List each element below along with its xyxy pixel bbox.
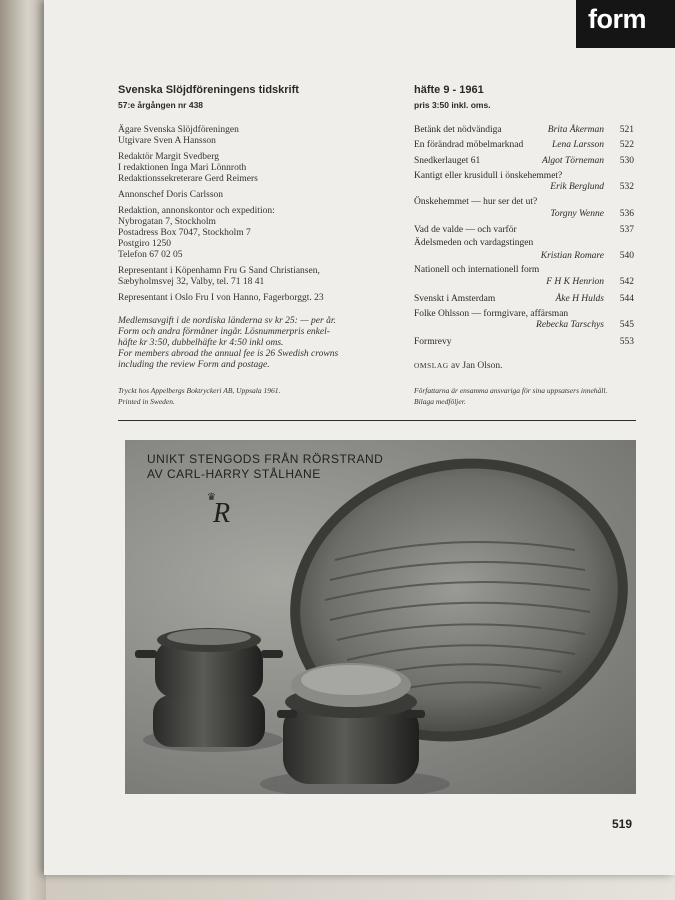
disclaimer-line: Författarna är ensamma ansvariga för sina uppsatsers innehåll. xyxy=(414,386,608,395)
cover-text: av Jan Olson. xyxy=(451,361,503,371)
ad-line-2: AV CARL-HARRY STÅLHANE xyxy=(147,467,321,481)
printer-line: Tryckt hos Appelbergs Boktryckeri AB, Uppsala 1961. xyxy=(118,386,281,395)
toc-page: 553 xyxy=(619,337,634,347)
staff-line: Redaktör Margit Svedberg xyxy=(118,152,219,162)
staff-line: Redaktionssekreterare Gerd Reimers xyxy=(118,174,258,184)
toc-author: Lena Larsson xyxy=(552,140,604,150)
crown-icon: ♛ xyxy=(207,492,216,503)
membership-line: For members abroad the annual fee is 26 Swedish crowns xyxy=(118,349,339,359)
toc-author: Brita Åkerman xyxy=(547,125,604,135)
rorstrand-mark: R xyxy=(213,498,231,529)
toc-title: Vad de valde — och varför xyxy=(414,225,517,235)
membership-line: häfte kr 3:50, dubbelhäfte kr 4:50 inkl oms. xyxy=(118,338,284,348)
toc-title: Önskehemmet — hur ser det ut? xyxy=(414,197,538,207)
toc-title: Folke Ohlsson — formgivare, affärsman xyxy=(414,309,569,319)
toc-page: 540 xyxy=(619,251,634,261)
ad-headline xyxy=(147,452,383,482)
ad-line-1: UNIKT STENGODS FRÅN RÖRSTRAND xyxy=(147,452,384,466)
toc-title: Svenskt i Amsterdam xyxy=(414,294,496,304)
form-logo: form xyxy=(576,0,675,48)
staff-line: I redaktionen Inga Mari Lönnroth xyxy=(118,163,247,173)
toc-page: 537 xyxy=(619,225,634,235)
toc-author: Torgny Wenne xyxy=(550,209,604,219)
toc-page: 542 xyxy=(619,277,634,287)
membership-line: Form och andra förmåner ingår. Lösnummerpris enkel- xyxy=(118,327,330,337)
toc-author: F H K Henrion xyxy=(546,277,604,287)
toc-title: Kantigt eller krusidull i önskehemmet? xyxy=(414,171,563,181)
staff-line: Nybrogatan 7, Stockholm xyxy=(118,217,216,227)
staff-line: Annonschef Doris Carlsson xyxy=(118,190,224,200)
membership-line: including the review Form and postage. xyxy=(118,360,270,370)
toc-title: Snedkerlauget 61 xyxy=(414,156,481,166)
left-page-edge xyxy=(0,0,46,900)
magazine-title: Svenska Slöjdföreningens tidskrift xyxy=(118,84,299,96)
staff-line: Utgivare Sven A Hansson xyxy=(118,136,216,146)
staff-line: Ägare Svenska Slöjdföreningen xyxy=(118,125,239,135)
staff-line: Representant i Köpenhamn Fru G Sand Christiansen, xyxy=(118,266,320,276)
staff-line: Postgiro 1250 xyxy=(118,239,172,249)
staff-line: Redaktion, annonskontor och expedition: xyxy=(118,206,275,216)
toc-page: 532 xyxy=(619,182,634,192)
volume-number: 57:e årgången nr 438 xyxy=(118,100,204,110)
staff-line: Telefon 67 02 05 xyxy=(118,250,183,260)
staff-line: Representant i Oslo Fru I von Hanno, Fagerborggt. 23 xyxy=(118,293,324,303)
issue-number: häfte 9 - 1961 xyxy=(414,84,484,96)
toc-title: Nationell och internationell form xyxy=(414,265,540,275)
toc-author: Åke H Hulds xyxy=(555,294,604,304)
issue-price: pris 3:50 inkl. oms. xyxy=(414,100,491,110)
staff-line: Postadress Box 7047, Stockholm 7 xyxy=(118,228,251,238)
staff-line: Sæbyholmsvej 32, Valby, tel. 71 18 41 xyxy=(118,277,265,287)
printer-line: Printed in Sweden. xyxy=(118,397,175,406)
toc-author: Algot Törneman xyxy=(541,156,604,166)
toc-title: Formrevy xyxy=(414,337,452,347)
divider-rule xyxy=(118,420,636,421)
page-number: 519 xyxy=(612,817,633,831)
advertisement-photo xyxy=(125,440,636,794)
toc-page: 545 xyxy=(619,320,634,330)
cover-label: OMSLAG xyxy=(414,361,449,370)
stacked-pots xyxy=(135,628,283,752)
toc-title: Ädelsmeden och vardagstingen xyxy=(414,238,534,248)
toc-title: Betänk det nödvändiga xyxy=(414,125,502,135)
cover-credit xyxy=(414,360,503,372)
toc-page: 521 xyxy=(619,125,634,135)
toc-author: Rebecka Tarschys xyxy=(536,320,604,330)
stoneware-illustration xyxy=(125,440,636,794)
disclaimer-line: Bilaga medföljer. xyxy=(414,397,466,406)
toc-author: Kristian Romare xyxy=(540,251,604,261)
toc-author: Erik Berglund xyxy=(550,182,604,192)
toc-title: En förändrad möbelmarknad xyxy=(414,140,524,150)
membership-line: Medlemsavgift i de nordiska länderna sv kr 25: — per år. xyxy=(118,316,336,326)
toc-page: 522 xyxy=(619,140,634,150)
toc-page: 530 xyxy=(619,156,634,166)
toc-page: 544 xyxy=(619,294,634,304)
toc-page: 536 xyxy=(619,209,634,219)
